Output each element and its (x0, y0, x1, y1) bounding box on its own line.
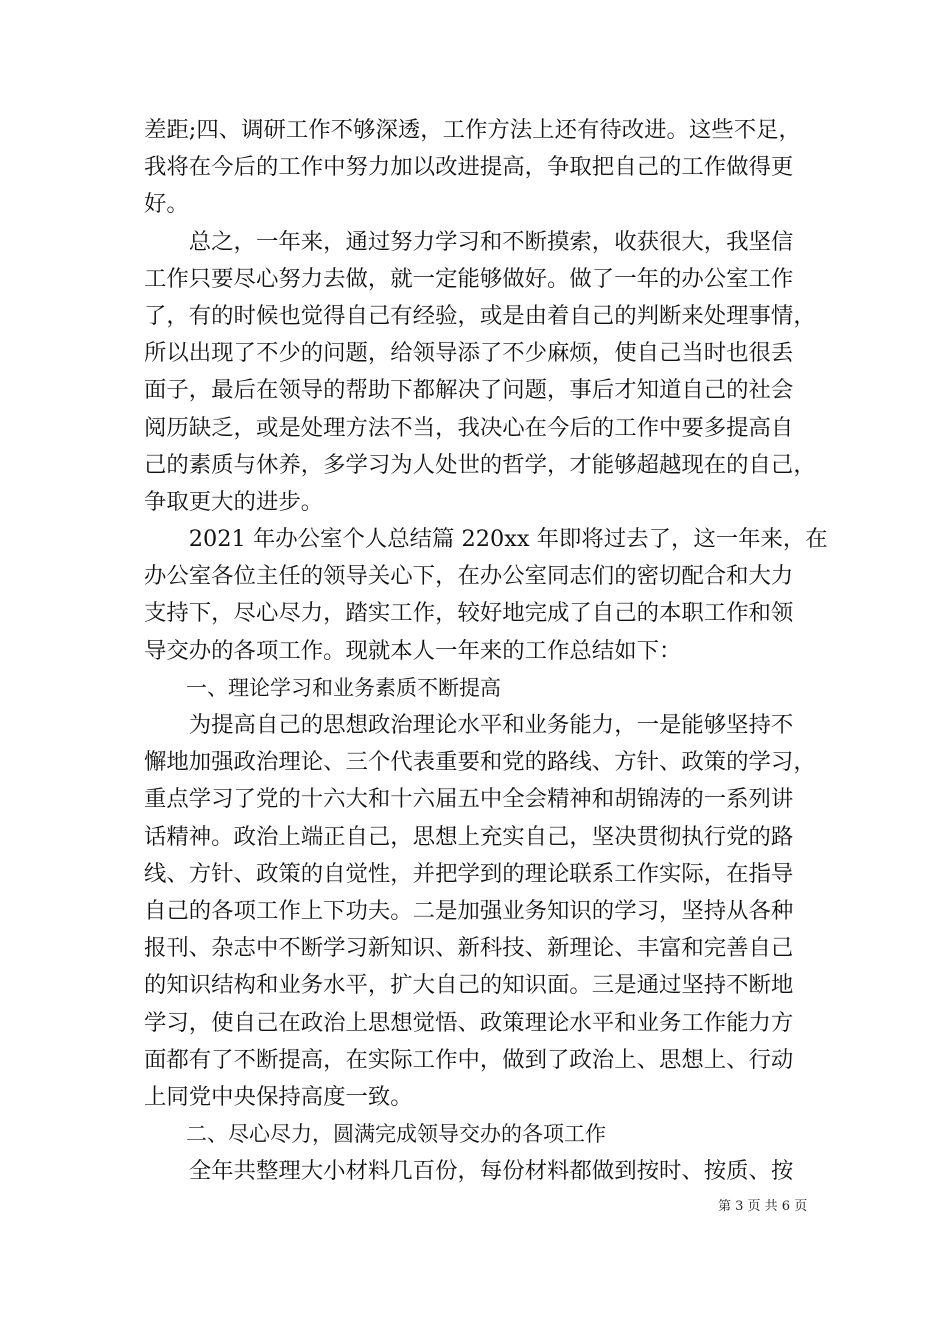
text-line: 差距;四、调研工作不够深透，工作方法上还有待改进。这些不足， (144, 117, 801, 143)
text-line: 工作只要尽心努力去做，就一定能够做好。做了一年的办公室工作 (144, 265, 794, 292)
section-heading-1: 一、理论学习和业务素质不断提高 (144, 675, 501, 700)
text-line: 报刊、杂志中不断学习新知识、新科技、新理论、丰富和完善自己 (144, 935, 794, 962)
text-line: 2021 年办公室个人总结篇 220xx 年即将过去了，这一年来，在 (144, 526, 828, 553)
text-line: 导交办的各项工作。现就本人一年来的工作总结如下： (144, 637, 682, 664)
text-line: 上同党中央保持高度一致。 (144, 1083, 413, 1110)
text-line: 自己的各项工作上下功夫。二是加强业务知识的学习，坚持从各种 (144, 897, 794, 924)
text-line: 支持下，尽心尽力，踏实工作，较好地完成了自己的本职工作和领 (144, 600, 794, 627)
text-line: 学习，使自己在政治上思想觉悟、政策理论水平和业务工作能力方 (144, 1009, 794, 1036)
page-number: 第 3 页 共 6 页 (718, 1199, 808, 1214)
text-line: 所以出现了不少的问题，给领导添了不少麻烦，使自己当时也很丢 (144, 340, 794, 367)
text-line: 办公室各位主任的领导关心下，在办公室同志们的密切配合和大力 (144, 563, 794, 590)
text-line: 线、方针、政策的自觉性，并把学到的理论联系工作实际，在指导 (144, 860, 794, 887)
text-line: 为提高自己的思想政治理论水平和业务能力，一是能够坚持不 (144, 712, 794, 738)
text-line: 重点学习了党的十六大和十六届五中全会精神和胡锦涛的一系列讲 (144, 786, 794, 813)
text-line: 阅历缺乏，或是处理方法不当，我决心在今后的工作中要多提高自 (144, 414, 794, 441)
text-line: 全年共整理大小材料几百份，每份材料都做到按时、按质、按 (144, 1158, 794, 1185)
text-line: 了，有的时候也觉得自己有经验，或是由着自己的判断来处理事情， (144, 302, 816, 329)
text-line: 己的素质与休养，多学习为人处世的哲学，才能够超越现在的自己， (144, 451, 816, 478)
section-heading-2: 二、尽心尽力，圆满完成领导交办的各项工作 (144, 1122, 606, 1147)
text-line: 总之，一年来，通过努力学习和不断摸索，收获很大，我坚信 (144, 228, 794, 255)
text-line: 面子，最后在领导的帮助下都解决了问题，事后才知道自己的社会 (144, 377, 794, 404)
text-line: 面都有了不断提高，在实际工作中，做到了政治上、思想上、行动 (144, 1046, 794, 1073)
body-text (144, 112, 828, 1190)
text-line: 的知识结构和业务水平，扩大自己的知识面。三是通过坚持不断地 (144, 972, 794, 999)
text-line: 争取更大的进步。 (144, 488, 324, 515)
text-line: 好。 (144, 191, 189, 218)
text-line: 我将在今后的工作中努力加以改进提高，争取把自己的工作做得更 (144, 154, 794, 181)
text-line: 懈地加强政治理论、三个代表重要和党的路线、方针、政策的学习， (144, 749, 816, 776)
text-line: 话精神。政治上端正自己，思想上充实自己，坚决贯彻执行党的路 (144, 823, 794, 850)
